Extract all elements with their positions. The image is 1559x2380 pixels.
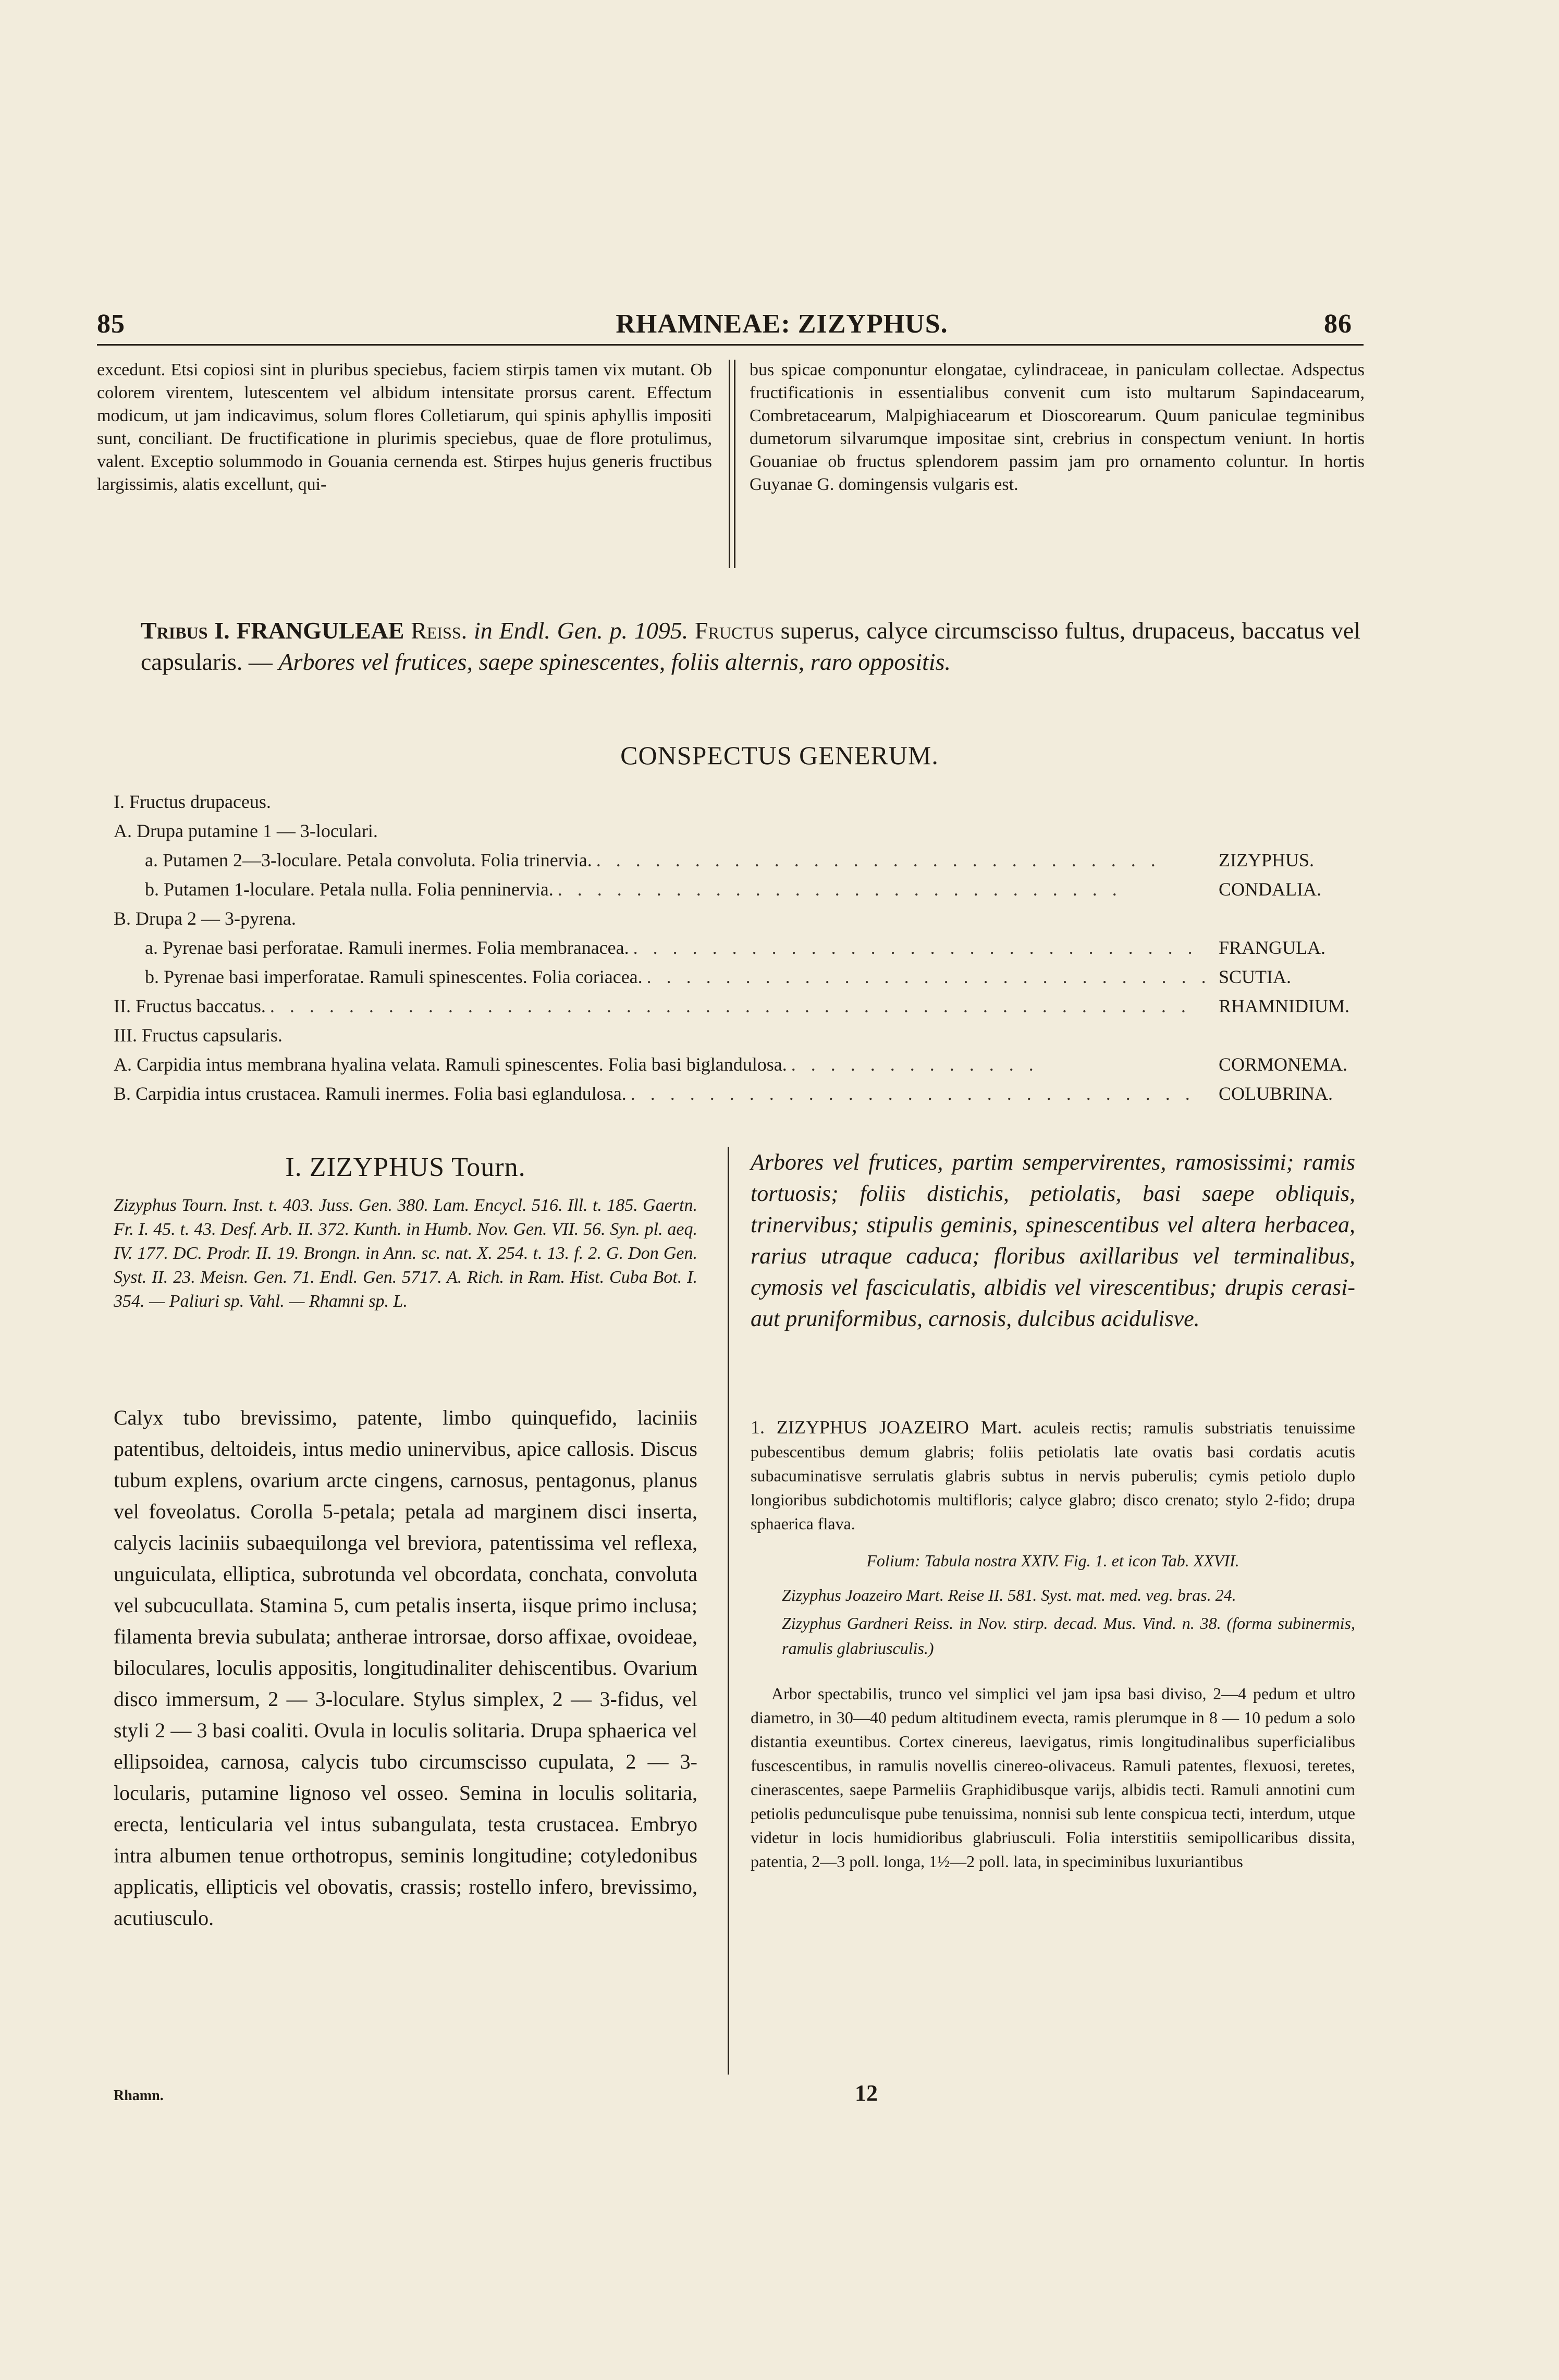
genus-description: Calyx tubo brevissimo, patente, limbo quinquefido, laciniis patentibus, deltoideis, intus medio uninervibus, apice callosis. Discus tubum explens, ovarium arcte cingens, carnosus, pentagonus, planus vel foveolatus. Corolla 5-petala; petala ad marginem disci inserta, calycis laciniis subaequilonga vel breviora, patentissima vel reflexa, unguiculata, elliptica, subrotunda vel obcordata, conchata, convoluta vel subcucullata. Stamina 5, cum petalis inserta, iisque primo inclusa; filamenta brevia subulata; antherae introrsae, dorso affixae, ovoideae, biloculares, loculis appositis, longitudinaliter dehiscentibus. Ovarium disco immersum, 2 — 3-loculare. Stylus simplex, 2 — 3-fidus, vel styli 2 — 3 basi coaliti. Ovula in loculis solitaria. Drupa sphaerica vel ellipsoidea, carnosa, calycis tubo circumscisso cupulata, 2 — 3-locularis, putamine lignoso vel osseo. Semina in loculis solitaria, erecta, lenticularia vel intus subangulata, testa crustacea. Embryo intra albumen tenue orthotropus, seminis longitudine; cotyledonibus applicatis, ellipticis vel obovatis, crassis; rostello infero, brevissimo, acutiusculo. [114, 1406, 697, 1930]
genus-name: CORMONEMA. [1219, 1054, 1348, 1075]
genus-habit: Arbores vel frutices, partim sempervirentes, ramosissimi; ramis tortuosis; foliis distichis, petiolatis, basi saepe obliquis, trinervibus; stipulis geminis, spinescentibus vel altera herbacea, rarius utraque caduca; floribus axillaribus vel terminalibus, cymosis vel fasciculatis, albidis vel virescentibus; drupis cerasi- aut pruniformibus, carnosis, dulcibus acidulisve. [751, 1149, 1355, 1331]
conspectus-row: A. Carpidia intus membrana hyalina velata. Ramuli spinescentes. Folia basi biglandulosa. . . . . . . . . . . . . . CORMONEMA. [114, 1050, 1375, 1079]
sheet-signature: 12 [855, 2080, 878, 2106]
species-heading-para [751, 1415, 1355, 1536]
genus-name: COLUBRINA. [1219, 1083, 1333, 1104]
synonym-ref-2: Zizyphus Gardneri Reiss. in Nov. stirp. decad. Mus. Vind. n. 38. (forma subinermis, ramulis glabriusculis.) [782, 1614, 1355, 1658]
genus-name: FRANGULA. [1219, 937, 1326, 958]
leader-dots: . . . . . . . . . . . . . [791, 1054, 1039, 1075]
genus-synonymy: Zizyphus Tourn. Inst. t. 403. Juss. Gen. 380. Lam. Encycl. 516. Ill. t. 185. Gaertn. Fr. I. 45. t. 43. Desf. Arb. II. 372. Kunth. in Humb. Nov. Gen. VII. 56. Syn. pl. aeq. IV. 177. DC. Prodr. II. 19. Brongn. in Ann. sc. nat. X. 254. t. 13. f. 2. G. Don Gen. Syst. II. 23. Meisn. Gen. 71. Endl. Gen. 5717. A. Rich. in Ram. Hist. Cuba Bot. I. 354. — Paliuri sp. Vahl. — Rhamni sp. L. [114, 1196, 697, 1311]
conspectus-row: a. Putamen 2—3-loculare. Petala convoluta. Folia trinervia. . . . . . . . . . . . . . . . . . . . . . . . . . . . . . ZIZYPHUS. [114, 845, 1375, 875]
conspectus-row: A. Drupa putamine 1 — 3-loculari. [114, 820, 378, 841]
icon-note: Folium: Tabula nostra XXIV. Fig. 1. et icon Tab. XXVII. [866, 1551, 1239, 1570]
tribe-author: Reiss. [411, 617, 468, 644]
genus-title: I. ZIZYPHUS Tourn. [285, 1152, 526, 1182]
page-number-right: 86 [1324, 309, 1352, 339]
tribe-ref: in Endl. Gen. p. 1095. [473, 617, 689, 644]
species-block [751, 1415, 1355, 1873]
genus-name: ZIZYPHUS. [1219, 850, 1315, 870]
running-head: RHAMNEAE: ZIZYPHUS. [616, 309, 948, 339]
fructus-label: Fructus [695, 617, 774, 644]
column-divider-top [729, 360, 730, 568]
conspectus-title: CONSPECTUS GENERUM. [620, 741, 939, 770]
synonym-ref-1: Zizyphus Joazeiro Mart. Reise II. 581. Syst. mat. med. veg. bras. 24. [782, 1586, 1236, 1604]
conspectus-row: I. Fructus drupaceus. [114, 791, 271, 812]
conspectus-row: b. Pyrenae basi imperforatae. Ramuli spinescentes. Folia coriacea. . . . . . . . . . . . . . . . . . . . . . . . . . . . . . SCUTIA. [114, 962, 1375, 991]
leader-dots: . . . . . . . . . . . . . . . . . . . . . . . . . . . . . [596, 850, 1161, 870]
top-right-column: bus spicae componuntur elongatae, cylindraceae, in paniculam collectae. Adspectus fructificationis in essentialibus convenit cum isto multarum Sapindacearum, Combretacearum, Malpighiacearum et Dioscorearum. Quum paniculae tegminibus dumetorum silvarumque impositae sint, crebrius in conspectum veniunt. In hortis Gouaniae ob fructus splendorem passim jam pro ornamento coluntur. In hortis Guyanae G. domingensis vulgaris est. [750, 360, 1365, 494]
species-heading: 1. ZIZYPHUS JOAZEIRO Mart. [751, 1417, 1022, 1438]
header-rule [97, 344, 1364, 346]
conspectus-row: a. Pyrenae basi perforatae. Ramuli inermes. Folia membranacea. . . . . . . . . . . . . . . . . . . . . . . . . . . . . . FRANGULA. [114, 933, 1375, 962]
fructus-text: superus, calyce circumscisso fultus, drupaceus, baccatus vel capsularis. — [141, 617, 1361, 675]
conspectus-row: II. Fructus baccatus. . . . . . . . . . . . . . . . . . . . . . . . . . . . . . . . . . . . . . . . . . . . . . . . RHAMNIDIUM. [114, 991, 1375, 1021]
conspectus-row: B. Carpidia intus crustacea. Ramuli inermes. Folia basi eglandulosa. . . . . . . . . . . . . . . . . . . . . . . . . . . . . . COLUBRINA. [114, 1079, 1375, 1108]
species-diagnosis: aculeis rectis; ramulis substriatis tenuissime pubescentibus demum glabris; foliis petiolatis late ovatis basi cordatis acutis subacuminatisve serrulatis glabris subtus in nervis puberulis; cymis petiolo duplo longioribus subdichotomis multifloris; calyce glabro; disco crenato; stylo 2-fido; drupa sphaerica flava. [751, 1418, 1356, 1533]
leader-dots: . . . . . . . . . . . . . . . . . . . . . . . . . . . . . [630, 1083, 1195, 1104]
leader-dots: . . . . . . . . . . . . . . . . . . . . . . . . . . . . . [646, 966, 1211, 987]
top-left-column: excedunt. Etsi copiosi sint in pluribus speciebus, faciem stirpis tamen vix mutant. Ob colorem virentem, lutescentem vel albidum intensitate prorsus carent. Effectum modicum, ut jam indicavimus, solum flores Colletiarum, qui spinis aphyllis impositi sunt, conciliant. De fructificatione in plurimis speciebus, quae de flore protulimus, valent. Exceptio solummodo in Gouania cernenda est. Stirpes hujus generis fructibus largissimis, alatis excellunt, qui- [97, 360, 712, 494]
tribe-paragraph [141, 615, 1360, 678]
species-body: Arbor spectabilis, trunco vel simplici vel jam ipsa basi diviso, 2—4 pedum et ultro diametro, in 30—40 pedum altitudinem evecta, ramis plerumque in 8 — 10 pedum a solo distantia exeuntibus. Cortex cinereus, laevigatus, rimis longitudinalibus superficialibus fuscescentibus, in ramulis novellis cinereo-olivaceus. Ramuli patentes, flexuosi, teretes, cinerascentes, saepe Parmeliis Graphidibusque varijs, albidis tecti. Ramuli annotini cum petiolis pedunculisque pube tenuissima, nonnisi sub lente conspicua tecti, interdum, utque videtur in locis humidioribus glabriusculi. Folia interstitiis semipollicaribus dissita, patentia, 2—3 poll. longa, 1½—2 poll. lata, in speciminibus luxuriantibus [751, 1684, 1355, 1871]
conspectus-row: b. Putamen 1-loculare. Petala nulla. Folia penninervia. . . . . . . . . . . . . . . . . . . . . . . . . . . . . . CONDALIA. [114, 875, 1375, 904]
genus-name: RHAMNIDIUM. [1219, 996, 1349, 1016]
conspectus-list [114, 787, 1375, 1108]
leader-dots: . . . . . . . . . . . . . . . . . . . . . . . . . . . . . [557, 879, 1122, 900]
signature-mark: Rhamn. [114, 2088, 164, 2104]
tribe-habit: Arbores vel frutices, saepe spinescentes, foliis alternis, raro oppositis. [278, 648, 951, 675]
column-divider-top-2 [734, 360, 735, 568]
leader-dots: . . . . . . . . . . . . . . . . . . . . . . . . . . . . . . . . . . . . . . . . . . . . . . . [269, 996, 1191, 1016]
genus-name: SCUTIA. [1219, 966, 1292, 987]
genus-name: CONDALIA. [1219, 879, 1321, 900]
conspectus-row: B. Drupa 2 — 3-pyrena. [114, 908, 296, 929]
tribe-lead: Tribus I. FRANGULEAE [141, 617, 404, 644]
column-divider-bottom [728, 1147, 729, 2075]
page-number-left: 85 [97, 309, 125, 339]
leader-dots: . . . . . . . . . . . . . . . . . . . . . . . . . . . . . [633, 937, 1198, 958]
conspectus-row: III. Fructus capsularis. [114, 1025, 283, 1046]
